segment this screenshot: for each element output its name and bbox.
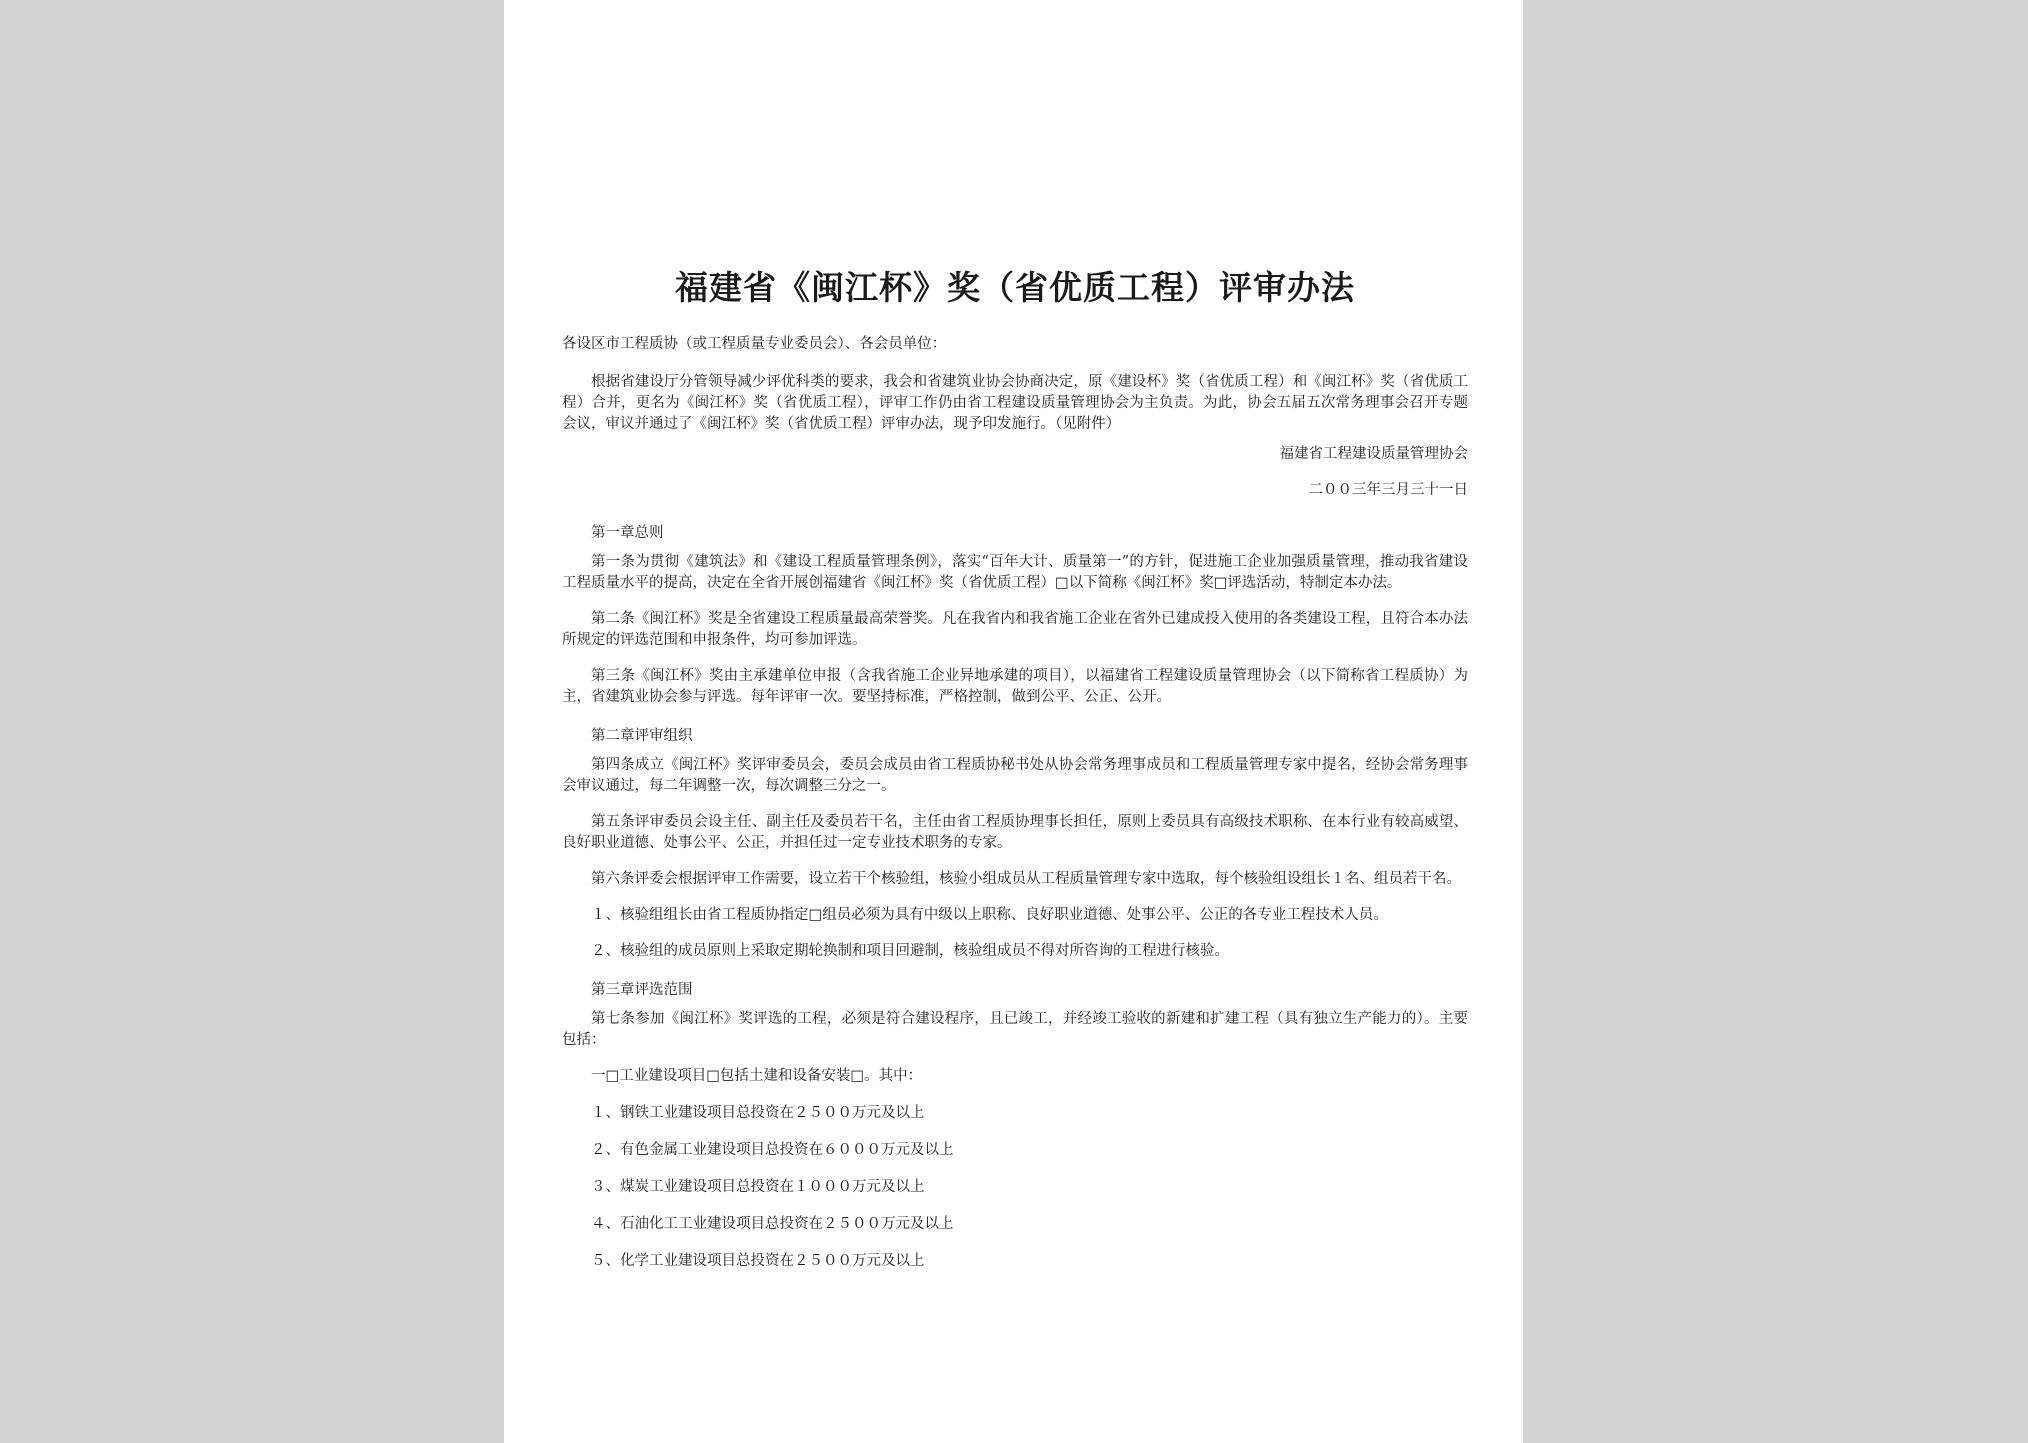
document-title: 福建省《闽江杯》奖（省优质工程）评审办法 [675,268,1355,307]
list-item: ５、化学工业建设项目总投资在２５００万元及以上 [591,1253,925,1269]
article-3: 第三条《闽江杯》奖由主承建单位申报（含我省施工企业异地承建的项目），以福建省工程建设质量管理协会（以下简称省工程质协）为主，省建筑业协会参与评选。每年评审一次。要坚持标准，严格控制，做到公平、公正、公开。 [562,668,1468,705]
chapter-1-heading: 第一章总则 [591,525,664,541]
article-7: 第七条参加《闽江杯》奖评选的工程，必须是符合建设程序，且已竣工，并经竣工验收的新建和扩建工程（具有独立生产能力的）。主要包括： [562,1011,1468,1048]
article-6-sub-1: １、核验组组长由省工程质协指定□组员必须为具有中级以上职称、良好职业道德、处事公平、公正的各专业工程技术人员。 [591,907,1388,923]
list-item: ３、煤炭工业建设项目总投资在１０００万元及以上 [591,1179,925,1195]
article-6-sub-2: ２、核验组的成员原则上采取定期轮换制和项目回避制，核验组成员不得对所咨询的工程进行核验。 [591,943,1229,959]
salutation: 各设区市工程质协（或工程质量专业委员会）、各会员单位： [562,336,947,352]
document-content [562,266,1468,1288]
signature-org: 福建省工程建设质量管理协会 [1279,446,1468,462]
chapter-2-heading: 第二章评审组织 [591,728,693,744]
list-item: １、钢铁工业建设项目总投资在２５００万元及以上 [591,1105,925,1121]
intro-paragraph: 根据省建设厅分管领导减少评优科类的要求，我会和省建筑业协会协商决定，原《建设杯》奖（省优质工程）和《闽江杯》奖（省优质工程）合并，更名为《闽江杯》奖（省优质工程），评审工作仍由省工程建设质量管理协会为主负责。为此，协会五届五次常务理事会召开专题会议，审议并通过了《闽江杯》奖（省优质工程）评审办法，现予印发施行。（见附件） [562,374,1468,432]
article-1: 第一条为贯彻《建筑法》和《建设工程质量管理条例》，落实“百年大计、质量第一”的方针，促进施工企业加强质量管理，推动我省建设工程质量水平的提高，决定在全省开展创福建省《闽江杯》奖（省优质工程）□以下简称《闽江杯》奖□评选活动，特制定本办法。 [562,554,1468,591]
article-2: 第二条《闽江杯》奖是全省建设工程质量最高荣誉奖。凡在我省内和我省施工企业在省外已建成投入使用的各类建设工程，且符合本办法所规定的评选范围和申报条件，均可参加评选。 [562,611,1468,648]
category-1: 一□工业建设项目□包括土建和设备安装□。其中： [591,1068,923,1084]
article-6: 第六条评委会根据评审工作需要，设立若干个核验组，核验小组成员从工程质量管理专家中选取，每个核验组设组长１名、组员若干名。 [591,871,1461,887]
article-5: 第五条评审委员会设主任、副主任及委员若干名，主任由省工程质协理事长担任，原则上委员具有高级技术职称、在本行业有较高威望、良好职业道德、处事公平、公正，并担任过一定专业技术职务的专家。 [562,814,1468,851]
document-page [504,0,1523,1443]
chapter-3-heading: 第三章评选范围 [591,982,693,998]
list-item: ４、石油化工工业建设项目总投资在２５００万元及以上 [591,1216,954,1232]
list-item: ２、有色金属工业建设项目总投资在６０００万元及以上 [591,1142,954,1158]
article-4: 第四条成立《闽江杯》奖评审委员会，委员会成员由省工程质协秘书处从协会常务理事成员和工程质量管理专家中提名，经协会常务理事会审议通过，每二年调整一次，每次调整三分之一。 [562,757,1468,794]
signature-date: 二００三年三月三十一日 [1308,482,1468,498]
